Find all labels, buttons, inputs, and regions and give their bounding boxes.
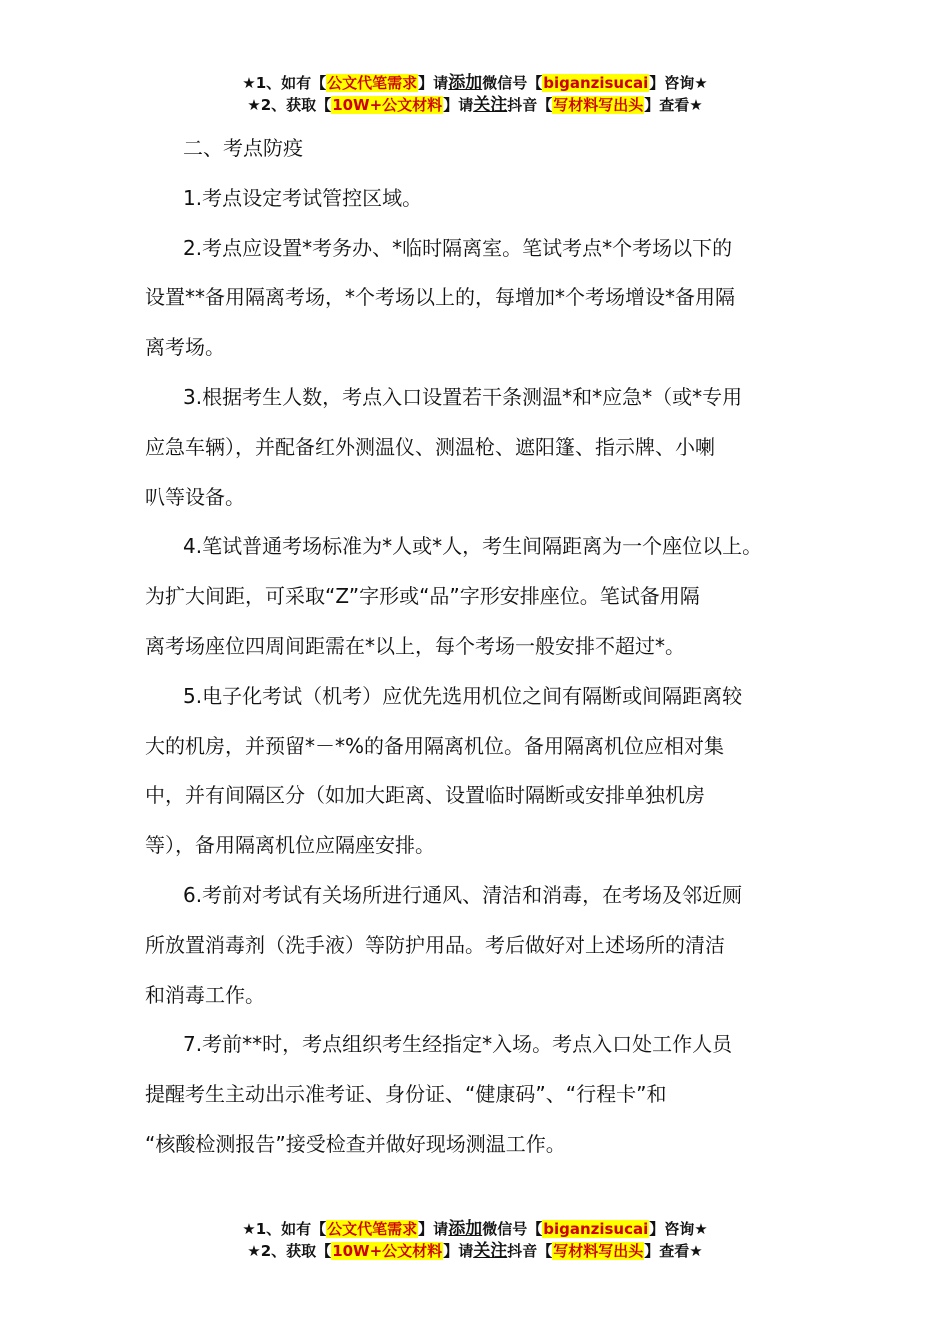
paragraph-line: 大的机房，并预留*－*%的备用隔离机位。备用隔离机位应相对集 [145,733,725,758]
banner-text: 】请 [443,96,474,114]
section-heading: 二、考点防疫 [183,136,303,160]
paragraph-3 [145,373,815,522]
paragraph-line: 和消毒工作。 [145,982,265,1007]
banner-highlight: 10W+公文材料 [332,96,443,114]
banner-emphasis: 关注 [473,95,508,115]
paragraph-line: 3.根据考生人数，考点入口设置若干条测温*和*应急*（或*专用 [183,384,743,409]
paragraph-line: 中，并有间隔区分（如加大距离、设置临时隔断或安排单独机房 [145,783,705,808]
banner-text: 】咨询★ [649,74,708,92]
banner-emphasis: 添加 [448,1219,483,1239]
banner-text: 抖音【 [507,96,553,114]
paragraph-line: 离考场。 [145,335,225,360]
footer-banner [0,1218,950,1262]
paragraph-line: 7.考前**时，考点组织考生经指定*入场。考点入口处工作人员 [183,1032,733,1057]
paragraph-line: 提醒考生主动出示准考证、身份证、“健康码”、“行程卡”和 [145,1082,667,1107]
paragraph-line: 为扩大间距，可采取“Z”字形或“品”字形安排座位。笔试备用隔 [145,584,700,609]
banner-text: 】请 [418,74,449,92]
banner-line-2 [0,94,950,116]
document-body [145,124,815,1170]
paragraph-line: 等），备用隔离机位应隔座安排。 [145,833,435,858]
banner-text: 微信号【 [482,74,543,92]
paragraph-line: 应急车辆），并配备红外测温仪、测温枪、遮阳篷、指示牌、小喇 [145,434,715,459]
banner-emphasis: 关注 [473,1241,508,1261]
banner-line-1 [0,72,950,94]
paragraph-7 [145,1020,815,1169]
banner-douyin-id: 写材料写出头 [553,96,644,114]
banner-line-1 [0,1218,950,1240]
paragraph-line: “核酸检测报告”接受检查并做好现场测温工作。 [145,1131,566,1156]
paragraph-line: 所放置消毒剂（洗手液）等防护用品。考后做好对上述场所的清洁 [145,932,725,957]
banner-text: 】请 [443,1242,474,1260]
banner-text: 】查看★ [644,96,703,114]
paragraph-line: 叭等设备。 [145,484,245,509]
paragraph-2 [145,224,815,373]
banner-highlight: 10W+公文材料 [332,1242,443,1260]
banner-text: 】咨询★ [649,1220,708,1238]
paragraph-line: 4.笔试普通考场标准为*人或*人，考生间隔距离为一个座位以上。 [183,534,763,559]
banner-wechat-id: biganzisucai [543,1220,649,1238]
paragraph-6 [145,871,815,1020]
banner-wechat-id: biganzisucai [543,74,649,92]
banner-text: ★2、获取【 [247,96,332,114]
paragraph-line: 2.考点应设置*考务办、*临时隔离室。笔试考点*个考场以下的 [183,235,733,260]
banner-line-2 [0,1240,950,1262]
banner-text: ★1、如有【 [242,1220,327,1238]
banner-douyin-id: 写材料写出头 [553,1242,644,1260]
paragraph-line: 设置**备用隔离考场，*个考场以上的，每增加*个考场增设*备用隔 [145,285,735,310]
banner-highlight: 公文代笔需求 [327,1220,418,1238]
banner-text: 】查看★ [644,1242,703,1260]
banner-text: 抖音【 [507,1242,553,1260]
paragraph-line: 6.考前对考试有关场所进行通风、清洁和消毒，在考场及邻近厕 [183,882,743,907]
header-banner [0,72,950,116]
banner-text: 微信号【 [482,1220,543,1238]
banner-highlight: 公文代笔需求 [327,74,418,92]
banner-text: ★1、如有【 [242,74,327,92]
banner-emphasis: 添加 [448,73,483,93]
banner-text: 】请 [418,1220,449,1238]
paragraph-1: 1.考点设定考试管控区域。 [183,185,423,210]
paragraph-5 [145,672,815,871]
paragraph-line: 离考场座位四周间距需在*以上，每个考场一般安排不超过*。 [145,633,685,658]
paragraph-line: 5.电子化考试（机考）应优先选用机位之间有隔断或间隔距离较 [183,683,743,708]
banner-text: ★2、获取【 [247,1242,332,1260]
paragraph-4 [145,522,815,671]
